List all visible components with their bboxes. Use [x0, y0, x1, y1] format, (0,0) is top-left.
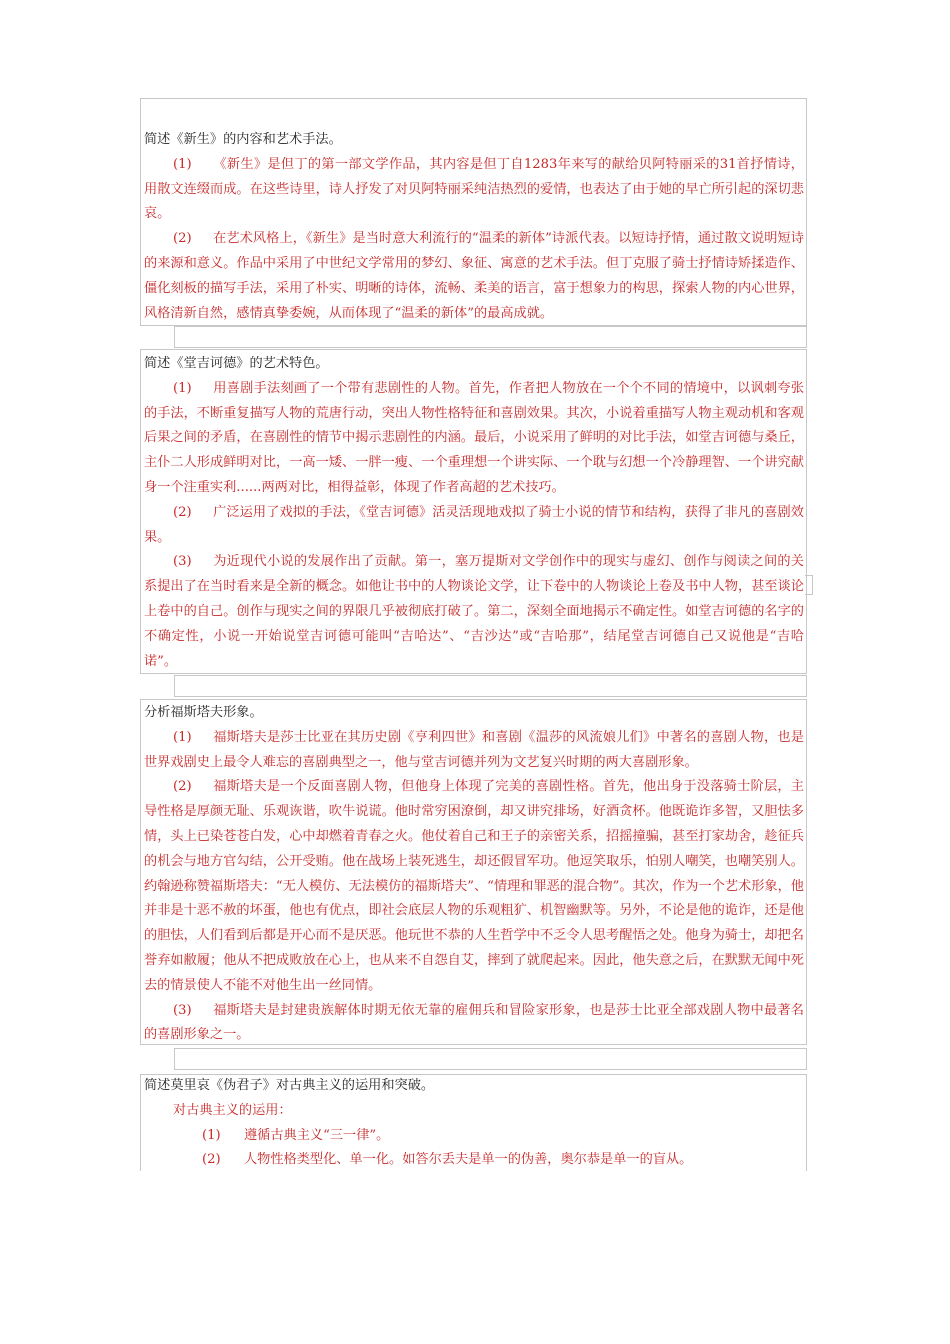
answer-paragraph: [144, 501, 804, 551]
answer-paragraph: [144, 153, 804, 227]
question-heading: 分析福斯塔夫形象。: [144, 705, 263, 720]
paragraph-text: 福斯塔夫是莎士比亚在其历史剧《亨利四世》和喜剧《温莎的风流娘儿们》中著名的喜剧人物，也是世界戏剧史上最令人难忘的喜剧典型之一，他与堂吉诃德并列为文艺复兴时期的两大喜剧形象。: [144, 729, 804, 770]
item-number: (1): [173, 156, 192, 172]
divider-strip-3: [174, 1048, 807, 1070]
item-number: (3): [173, 554, 192, 570]
paragraph-text: 福斯塔夫是封建贵族解体时期无依无靠的雇佣兵和冒险家形象，也是莎士比亚全部戏剧人物中最著名的喜剧形象之一。: [144, 1002, 804, 1043]
section-falstaff: [144, 701, 804, 1048]
answer-paragraph: [144, 227, 804, 326]
answer-paragraph: [144, 377, 804, 501]
section-don-quixote: [144, 352, 804, 674]
section-tartuffe: [144, 1074, 804, 1173]
list-item: [144, 1148, 804, 1173]
margin-notch: [805, 575, 813, 595]
item-number: (1): [173, 729, 192, 745]
item-number: (1): [173, 380, 192, 396]
answer-paragraph: [144, 550, 804, 674]
item-text: 人物性格类型化、单一化。如答尔丢夫是单一的伪善，奥尔恭是单一的盲从。: [244, 1152, 693, 1168]
subheading: 对古典主义的运用：: [173, 1102, 292, 1118]
paragraph-text: 《新生》是但丁的第一部文学作品，其内容是但丁自1283年来写的献给贝阿特丽采的31首抒情诗，用散文连缀而成。在这些诗里，诗人抒发了对贝阿特丽采纯洁热烈的爱情，也表达了由于她的早亡所引起的深切悲哀。: [144, 156, 804, 222]
question-heading: 简述《新生》的内容和艺术手法。: [144, 132, 342, 147]
divider-strip-2: [174, 675, 807, 697]
item-number: (2): [173, 231, 192, 247]
item-text: 遵循古典主义“三一律”。: [244, 1127, 390, 1143]
paragraph-text: 用喜剧手法刻画了一个带有悲剧性的人物。首先，作者把人物放在一个个不同的情境中，以讽刺夸张的手法，不断重复描写人物的荒唐行动，突出人物性格特征和喜剧效果。其次，小说着重描写人物主观动机和客观后果之间的矛盾，在喜剧性的情节中揭示悲剧性的内涵。最后，小说采用了鲜明的对比手法，如堂吉诃德与桑丘，主仆二人形成鲜明对比，一高一矮、一胖一瘦、一个重理想一个讲实际、一个耽与幻想一个冷静理智、一个讲究献身一个注重实利......两两对比，相得益彰，体现了作者高超的艺术技巧。: [144, 380, 804, 495]
item-number: (2): [173, 779, 192, 795]
paragraph-text: 在艺术风格上，《新生》是当时意大利流行的“温柔的新体”诗派代表。以短诗抒情，通过散文说明短诗的来源和意义。作品中采用了中世纪文学常用的梦幻、象征、寓意的艺术手法。但丁克服了骑士抒情诗矫揉造作、僵化刻板的描写手法，采用了朴实、明晰的诗体，流畅、柔美的语言，富于想象力的构思，探索人物的内心世界，风格清新自然，感情真挚委婉，从而体现了“温柔的新体”的最高成就。: [144, 231, 804, 321]
paragraph-text: 福斯塔夫是一个反面喜剧人物，但他身上体现了完美的喜剧性格。首先，他出身于没落骑士阶层，主导性格是厚颜无耻、乐观诙谐，吹牛说谎。他时常穷困潦倒，却又讲究排场，好酒贪杯。他既诡诈多智，又胆怯多情，头上已染苍苍白发，心中却燃着青春之火。他仗着自己和王子的亲密关系，招摇撞骗，甚至打家劫舍，趁征兵的机会与地方官勾结，公开受贿。他在战场上装死逃生，却还假冒军功。他逗笑取乐，怕别人嘲笑，也嘲笑别人。约翰逊称赞福斯塔夫：“无人模仿、无法模仿的福斯塔夫”、“情理和罪恶的混合物”。其次，作为一个艺术形象，他并非是十恶不赦的坏蛋，他也有优点，即社会底层人物的乐观粗犷、机智幽默等。另外，不论是他的诡诈，还是他的胆怯，人们看到后都是开心而不是厌恶。他玩世不恭的人生哲学中不乏令人思考醒悟之处。他身为骑士，却把名誉弃如敝履；他从不把成败放在心上，也从来不自怨自艾，摔到了就爬起来。因此，他失意之后，在默默无闻中死去的情景使人不能不对他生出一丝同情。: [144, 779, 804, 993]
item-number: (2): [173, 504, 192, 520]
answer-paragraph: [144, 775, 804, 998]
section-new-life: [144, 128, 804, 326]
item-number: (3): [173, 1002, 192, 1018]
list-item: [144, 1124, 804, 1149]
question-heading: 简述莫里哀《伪君子》对古典主义的运用和突破。: [144, 1078, 435, 1093]
answer-paragraph: [144, 999, 804, 1049]
paragraph-text: 为近现代小说的发展作出了贡献。第一，塞万提斯对文学创作中的现实与虚幻、创作与阅读之间的关系提出了在当时看来是全新的概念。如他让书中的人物谈论文学，让下卷中的人物谈论上卷及书中人物，甚至谈论上卷中的自己。创作与现实之间的界限几乎被彻底打破了。第二，深刻全面地揭示不确定性。如堂吉诃德的名字的不确定性，小说一开始说堂吉诃德可能叫“吉哈达”、“吉沙达”或“吉哈那”，结尾堂吉诃德自己又说他是“吉哈诺”。: [144, 554, 804, 669]
question-heading: 简述《堂吉诃德》的艺术特色。: [144, 356, 329, 371]
item-number: (2): [202, 1152, 221, 1168]
paragraph-text: 广泛运用了戏拟的手法，《堂吉诃德》活灵活现地戏拟了骑士小说的情节和结构，获得了非凡的喜剧效果。: [144, 504, 804, 545]
divider-strip-1: [174, 326, 807, 348]
answer-paragraph: [144, 726, 804, 776]
item-number: (1): [202, 1127, 221, 1143]
